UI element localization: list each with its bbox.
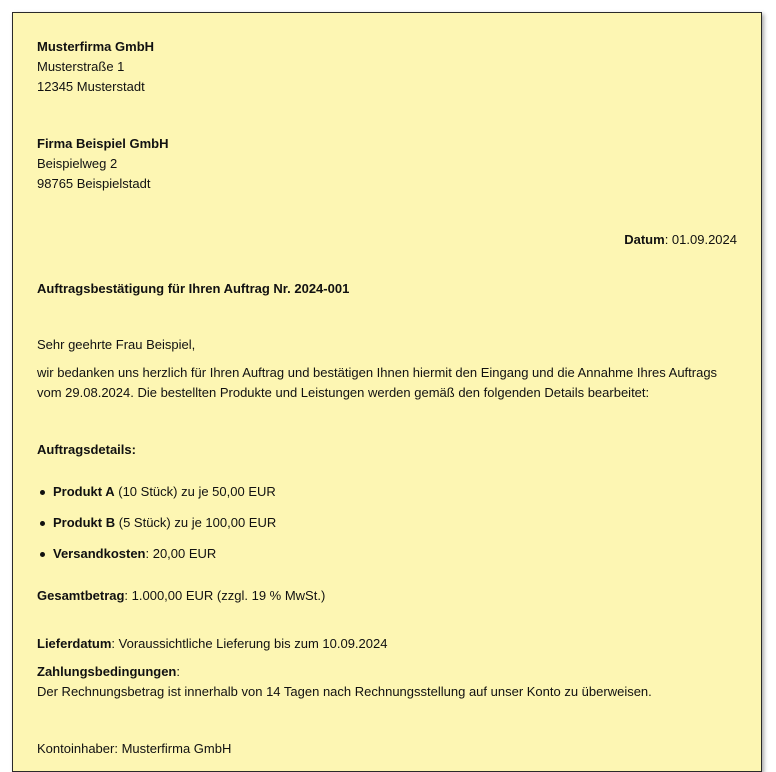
item-detail: (10 Stück) zu je 50,00 EUR [114,484,276,499]
delivery-label: Lieferdatum [37,636,112,651]
sender-company: Musterfirma GmbH [37,39,155,54]
sender-address [37,37,737,97]
list-item [37,544,737,575]
total-line [37,586,737,606]
total-value: : 1.000,00 EUR (zzgl. 19 % MwSt.) [124,588,326,603]
recipient-address [37,134,737,194]
account-holder: Kontoinhaber: Musterfirma GmbH [37,741,232,756]
item-name: Produkt A [53,484,115,499]
letter-page [12,12,762,772]
date-line [37,230,737,250]
date-separator: : [664,232,672,247]
order-items-list [37,482,737,575]
payment-terms [37,662,737,702]
payment-colon: : [176,664,181,679]
payment-text: Der Rechnungsbetrag ist innerhalb von 14 Tagen nach Rechnungsstellung auf unser Konto zu überweisen. [37,684,652,699]
recipient-city: 98765 Beispielstadt [37,176,151,191]
recipient-street: Beispielweg 2 [37,156,118,171]
date-label: Datum [624,232,665,247]
delivery-line [37,634,737,654]
date-value: 01.09.2024 [671,232,737,247]
delivery-value: : Voraussichtliche Lieferung bis zum 10.09.2024 [111,636,388,651]
details-heading: Auftragsdetails: [37,442,136,457]
total-label: Gesamtbetrag [37,588,125,603]
item-detail: : 20,00 EUR [145,546,217,561]
sender-city: 12345 Musterstadt [37,79,145,94]
item-detail: (5 Stück) zu je 100,00 EUR [115,515,277,530]
intro-paragraph: wir bedanken uns herzlich für Ihren Auftrag und bestätigen Ihnen hiermit den Eingang und die Annahme Ihres Auftrags vom 29.08.2024. Die bestellten Produkte und Leistungen werden gemäß den folgenden Details bearbeitet: [37,365,718,400]
salutation: Sehr geehrte Frau Beispiel, [37,337,196,352]
list-item [37,482,737,513]
sender-street: Musterstraße 1 [37,59,125,74]
subject-line: Auftragsbestätigung für Ihren Auftrag Nr. 2024-001 [37,281,350,296]
item-name: Produkt B [53,515,116,530]
payment-label: Zahlungsbedingungen [37,664,177,679]
list-item [37,513,737,544]
recipient-company: Firma Beispiel GmbH [37,136,169,151]
item-name: Versandkosten [53,546,146,561]
